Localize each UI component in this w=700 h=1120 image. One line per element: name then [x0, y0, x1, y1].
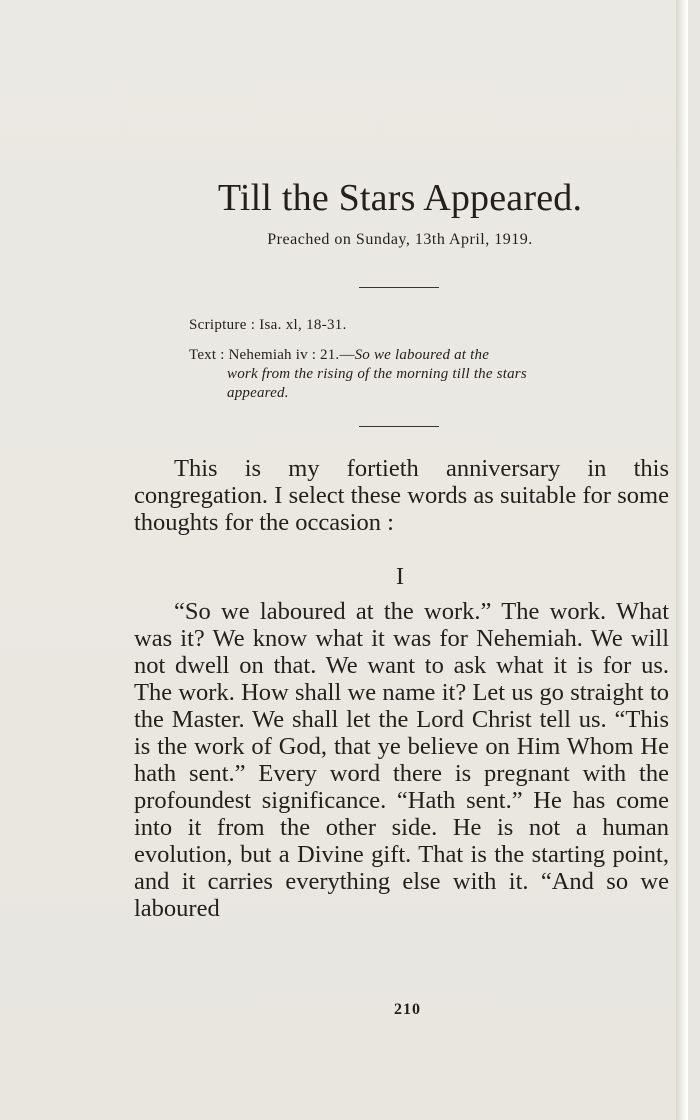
sermon-title: Till the Stars Appeared.: [217, 177, 583, 219]
main-section: [134, 598, 669, 922]
text-reference: [189, 346, 629, 403]
intro-paragraph: This is my fortieth anniversary in this congregation. I select these words as suitable for some thoughts for the occasion :: [134, 455, 669, 536]
text-quote-2: work from the rising of the morning till the stars: [227, 366, 527, 382]
text-quote-1: So we laboured at the: [354, 347, 490, 363]
text-label: Text : Nehemiah iv : 21.—: [189, 347, 355, 363]
text-quote-3: appeared.: [227, 385, 289, 401]
section-number: I: [396, 564, 404, 590]
divider-bottom: [359, 426, 439, 427]
intro-section: [134, 455, 669, 536]
divider-top: [359, 287, 439, 288]
sermon-date-line: Preached on Sunday, 13th April, 1919.: [267, 231, 533, 248]
scripture-reference: Scripture : Isa. xl, 18-31.: [189, 317, 347, 333]
main-paragraph: “So we laboured at the work.” The work. What was it? We know what it was for Nehemiah. We will not dwell on that. We want to ask what it is for us. The work. How shall we name it? Let us go straight to the Master. We shall let the Lord Christ tell us. “This is the work of God, that ye believe on Him Whom He hath sent.” Every word there is pregnant with the profoundest significance. “Hath sent.” He has come into it from the other side. He is not a human evolution, but a Divine gift. That is the starting point, and it carries everything else with it. “And so we laboured: [134, 598, 669, 922]
page-edge: [676, 0, 688, 1120]
page-number: 210: [394, 1001, 421, 1018]
